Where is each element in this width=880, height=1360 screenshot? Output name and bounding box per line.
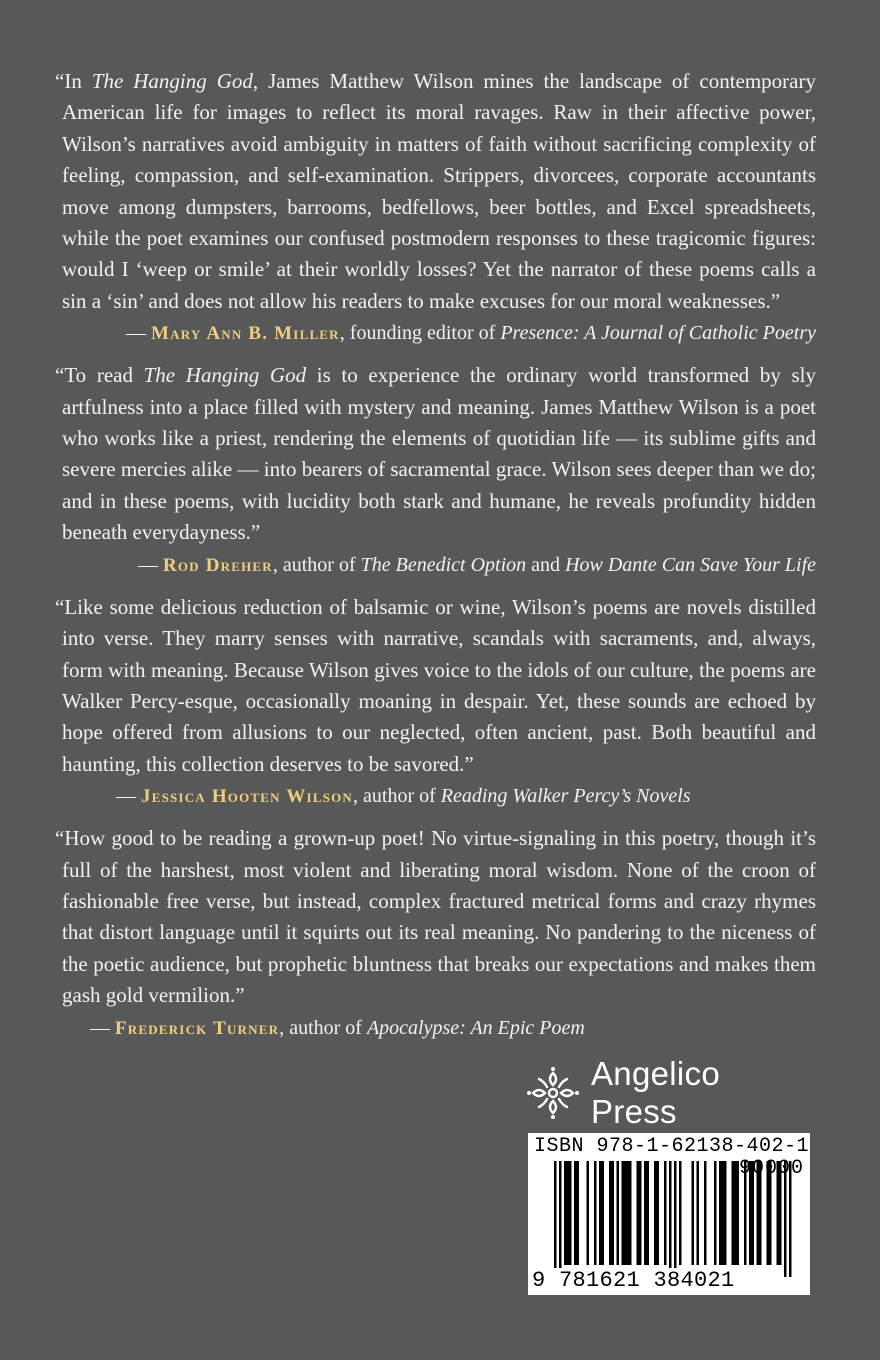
barcode-bar bbox=[577, 1161, 580, 1265]
quote-text: “In bbox=[55, 69, 92, 93]
barcode-bar bbox=[639, 1161, 642, 1265]
quote-book-title: The Hanging God bbox=[91, 69, 253, 93]
barcode-bar bbox=[647, 1161, 650, 1265]
barcode-bar bbox=[587, 1161, 590, 1265]
blurb-dreher-quote bbox=[55, 360, 816, 548]
barcode-bar bbox=[697, 1161, 700, 1265]
barcode-bar bbox=[637, 1161, 640, 1265]
blurb-turner-attribution bbox=[62, 1012, 816, 1045]
barcode-bar bbox=[627, 1161, 630, 1265]
barcode-bar bbox=[602, 1161, 605, 1265]
barcode-bar bbox=[724, 1161, 727, 1265]
barcode-bar bbox=[622, 1161, 625, 1265]
quote-text: is to experience the ordinary world transformed by sly artfulness into a place filled with mystery and meaning. James Matthew Wilson is a poet who works like a priest, rendering the elements of quotidian life — its sublime gifts and severe mercies alike — into bearers of sacramental grace. Wilson sees deeper than we do; and in these poems, with lucidity both stark and humane, he reveals profundity hidden beneath everydayness.” bbox=[62, 363, 816, 545]
barcode-bar bbox=[629, 1161, 632, 1265]
endorser-role: , author of bbox=[279, 1016, 367, 1039]
endorser-name: Rod Dreher bbox=[162, 554, 273, 576]
barcode-bar bbox=[609, 1161, 612, 1265]
isbn-barcode bbox=[528, 1133, 810, 1295]
barcode-bar bbox=[644, 1161, 647, 1265]
publisher-name: Angelico Press bbox=[591, 1055, 720, 1130]
attribution-dash: — bbox=[126, 322, 147, 345]
endorser-role: , founding editor of bbox=[339, 322, 501, 345]
barcode-bar bbox=[732, 1161, 735, 1265]
barcode-bar bbox=[679, 1161, 682, 1265]
barcode-bar bbox=[734, 1161, 737, 1265]
blurb-miller-attribution bbox=[62, 317, 816, 350]
barcode-bar bbox=[574, 1161, 577, 1265]
endorser-work-2: How Dante Can Save Your Life bbox=[565, 553, 816, 576]
barcode-bar bbox=[617, 1161, 620, 1265]
barcode-bar bbox=[657, 1161, 660, 1265]
quote-text: “Like some delicious reduction of balsamic or wine, Wilson’s poems are novels distilled into verse. They marry senses with narrative, scandals with sacraments, and, always, form with meaning. Because Wilson gives voice to the idols of our culture, the poems are Walker Percy-esque, occasionally moaning in despair. Yet, these sounds are echoed by hope offered from allusions to our neglected, often ancient, past. Both beautiful and haunting, this collection deserves to be savored.” bbox=[55, 594, 816, 776]
isbn-label: ISBN 978-1-62138-402-1 bbox=[534, 1135, 810, 1158]
barcode-bar bbox=[564, 1161, 567, 1265]
endorser-name: Frederick Turner bbox=[115, 1017, 280, 1039]
cross-ornament-icon bbox=[525, 1065, 581, 1121]
barcode-bar bbox=[719, 1161, 722, 1265]
barcode-bar bbox=[669, 1161, 672, 1277]
blurb-miller-quote bbox=[55, 66, 816, 317]
endorser-work: The Benedict Option bbox=[360, 553, 527, 576]
barcode-bar bbox=[554, 1161, 557, 1277]
endorsements bbox=[55, 66, 816, 1055]
price-code: 90000 bbox=[738, 1157, 804, 1180]
attribution-dash: — bbox=[137, 553, 158, 576]
barcode-bar bbox=[674, 1161, 677, 1277]
ean-digits: 9 781621 384021 bbox=[532, 1268, 735, 1293]
barcode-bar bbox=[559, 1161, 562, 1277]
barcode-bar bbox=[654, 1161, 657, 1265]
endorser-name: Jessica Hooten Wilson bbox=[141, 786, 354, 808]
endorser-role: , author of bbox=[272, 553, 361, 576]
barcode-bar bbox=[567, 1161, 570, 1265]
endorser-role-tail: and bbox=[526, 553, 566, 576]
quote-book-title: The Hanging God bbox=[143, 363, 307, 388]
barcode-bar bbox=[664, 1161, 667, 1265]
endorser-work: Presence: A Journal of Catholic Poetry bbox=[500, 322, 816, 345]
quote-text: “How good to be reading a grown-up poet! No virtue-signaling in this poetry, though it’s full of the harshest, most violent and liberating moral wisdom. None of the croon of fashionable free verse, but instead, complex fractured metrical forms and crazy rhymes that distort language until it squirts out its real meaning. No pandering to the niceness of the poetic audience, but prophetic bluntness that breaks our expectations and makes them gash gold vermilion.” bbox=[55, 826, 816, 1008]
attribution-dash: — bbox=[116, 785, 136, 808]
attribution-dash: — bbox=[90, 1016, 110, 1039]
blurb-hooten-wilson-quote bbox=[55, 592, 816, 780]
barcode-bar bbox=[599, 1161, 602, 1265]
blurb-hooten-wilson-attribution bbox=[62, 780, 816, 813]
endorser-work: Apocalypse: An Epic Poem bbox=[366, 1016, 585, 1039]
quote-text: , James Matthew Wilson mines the landscape of contemporary American life for images to reflect its moral ravages. Raw in their affective power, Wilson’s narratives avoid ambiguity in matters of faith without sacrificing complexity of feeling, compassion, and self-examination. Strippers, divorcees, corporate accountants move among dumpsters, barrooms, bedfellows, beer bottles, and Excel spreadsheets, while the poet examines our confused postmodern responses to these tragicomic figures: would I ‘weep or smile’ at their worldly losses? Yet the narrator of these poems calls a sin a ‘sin’ and does not allow his readers to make excuses for our moral weaknesses.” bbox=[62, 69, 816, 313]
endorser-name: Mary Ann B. Miller bbox=[151, 323, 340, 345]
publisher-logo bbox=[525, 1055, 815, 1130]
barcode-bar bbox=[692, 1161, 695, 1265]
barcode-bar bbox=[594, 1161, 597, 1265]
barcode-bar bbox=[704, 1161, 707, 1265]
quote-text: “To read bbox=[55, 363, 144, 388]
barcode-bar bbox=[624, 1161, 627, 1265]
blurb-dreher-attribution bbox=[62, 549, 816, 582]
endorser-role: , author of bbox=[353, 785, 441, 808]
barcode-bar bbox=[612, 1161, 615, 1265]
endorser-work: Reading Walker Percy’s Novels bbox=[440, 785, 691, 808]
barcode-bar bbox=[722, 1161, 725, 1265]
barcode-bar bbox=[714, 1161, 717, 1265]
barcode-bar bbox=[569, 1161, 572, 1265]
blurb-turner-quote bbox=[55, 823, 816, 1011]
